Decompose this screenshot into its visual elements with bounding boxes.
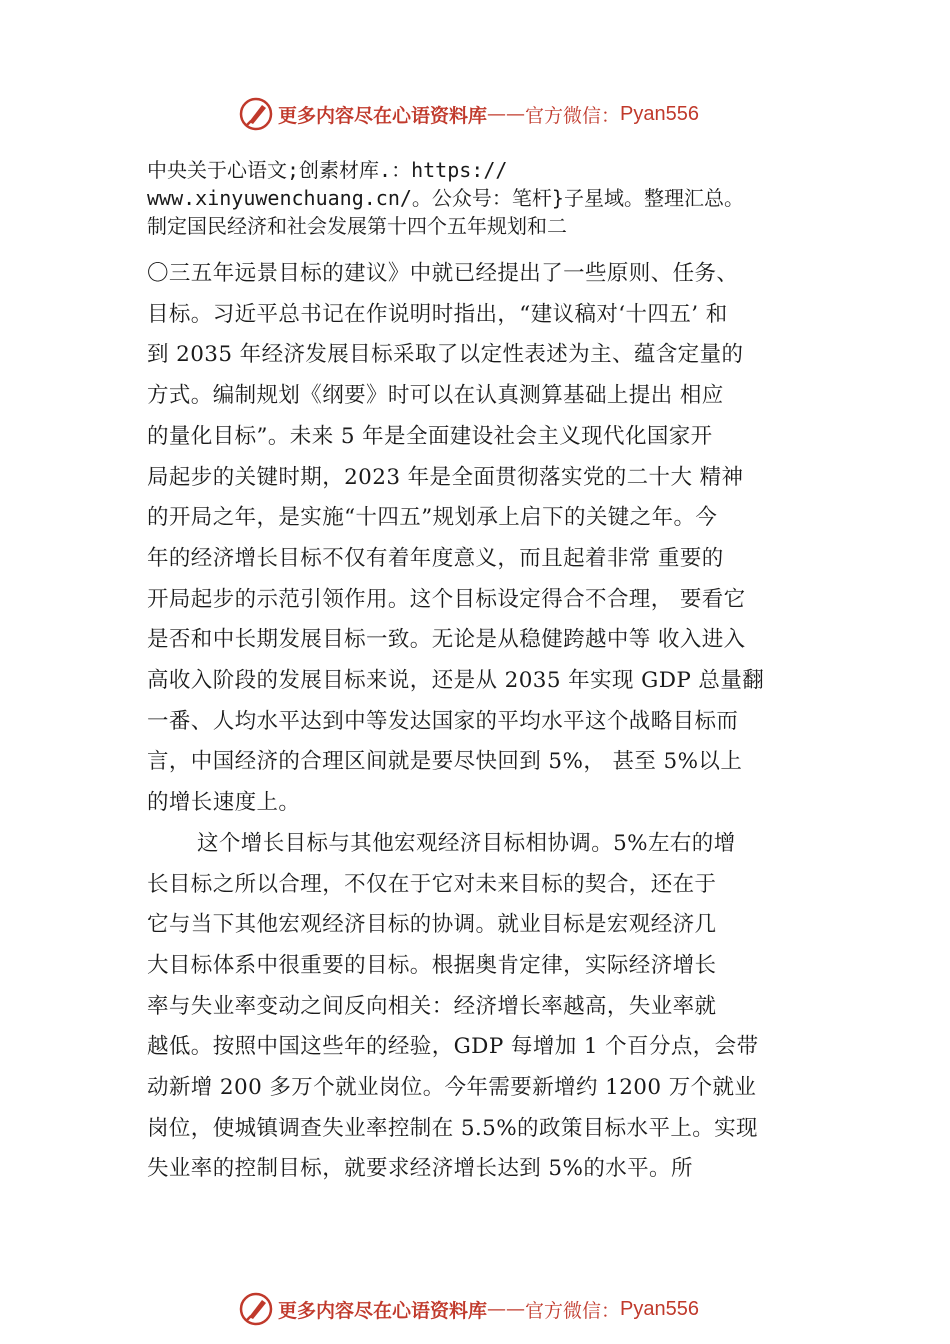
body-line: 一番、人均水平达到中等发达国家的平均水平这个战略目标而 [147,708,739,734]
header-line: 中央关于心语文;创素材库.：https:// [147,158,508,182]
pen-logo-icon [238,1291,274,1327]
wechat-label: 官方微信： [525,1299,621,1322]
body-line: 越低。按照中国这些年的经验，GDP 每增加 1 个百分点，会带 [147,1034,759,1060]
body-line: 开局起步的示范引领作用。这个目标设定得合不合理， 要看它 [147,586,746,612]
body-line: 言，中国经济的合理区间就是要尽快回到 5%， 甚至 5%以上 [147,749,743,775]
footer-banner [238,1289,738,1329]
body-line: 〇三五年远景目标的建议》中就已经提出了一些原则、任务、 [147,261,739,286]
wechat-label: 官方微信： [525,104,621,127]
body-line: 长目标之所以合理，不仅在于它对未来目标的契合，还在于 [147,871,717,897]
body-line: 它与当下其他宏观经济目标的协调。就业目标是宏观经济几 [147,912,717,938]
body-line: 的量化目标”。未来 5 年是全面建设社会主义现代化国家开 [147,423,713,449]
body-line: 高收入阶段的发展目标来说，还是从 2035 年实现 GDP 总量翻 [147,668,765,694]
document-header [147,156,847,240]
brand-text: 更多内容尽在心语资料库 [278,104,488,127]
document-body [147,254,837,1190]
body-line: 年的经济增长目标不仅有着年度意义，而且起着非常 重要的 [147,545,724,571]
body-line: 岗位，使城镇调查失业率控制在 5.5%的政策目标水平上。实现 [147,1115,758,1141]
body-line: 方式。编制规划《纲要》时可以在认真测算基础上提出 相应 [147,383,724,409]
body-line: 的增长速度上。 [147,790,301,816]
header-line: www.xinyuwenchuang.cn/。公众号：笔杆}子星域。整理汇总。 [147,186,744,210]
body-line: 失业率的控制目标，就要求经济增长达到 5%的水平。所 [147,1156,693,1182]
brand-dash: —— [487,1298,526,1320]
body-line: 局起步的关键时期，2023 年是全面贯彻落实党的二十大 精神 [147,464,744,490]
brand-text: 更多内容尽在心语资料库 [278,1299,488,1322]
body-line: 的开局之年，是实施“十四五”规划承上启下的关键之年。今 [147,505,718,531]
body-line: 到 2035 年经济发展目标采取了以定性表述为主、蕴含定量的 [147,342,744,368]
body-line: 目标。习近平总书记在作说明时指出，“建议稿对‘十四五’ 和 [147,301,728,327]
body-line: 动新增 200 多万个就业岗位。今年需要新增约 1200 万个就业 [147,1075,757,1101]
body-line: 大目标体系中很重要的目标。根据奥肯定律，实际经济增长 [147,952,717,978]
pen-logo-icon [238,96,274,132]
header-banner [238,94,738,134]
paragraph-start-line: 这个增长目标与其他宏观经济目标相协调。5%左右的增 [197,830,736,856]
body-line: 是否和中长期发展目标一致。无论是从稳健跨越中等 收入进入 [147,627,746,653]
brand-dash: —— [487,103,526,125]
wechat-handle: Pyan556 [620,102,699,125]
wechat-handle: Pyan556 [620,1297,699,1320]
body-line: 率与失业率变动之间反向相关：经济增长率越高，失业率就 [147,993,717,1019]
header-line: 制定国民经济和社会发展第十四个五年规划和二 [147,214,567,238]
